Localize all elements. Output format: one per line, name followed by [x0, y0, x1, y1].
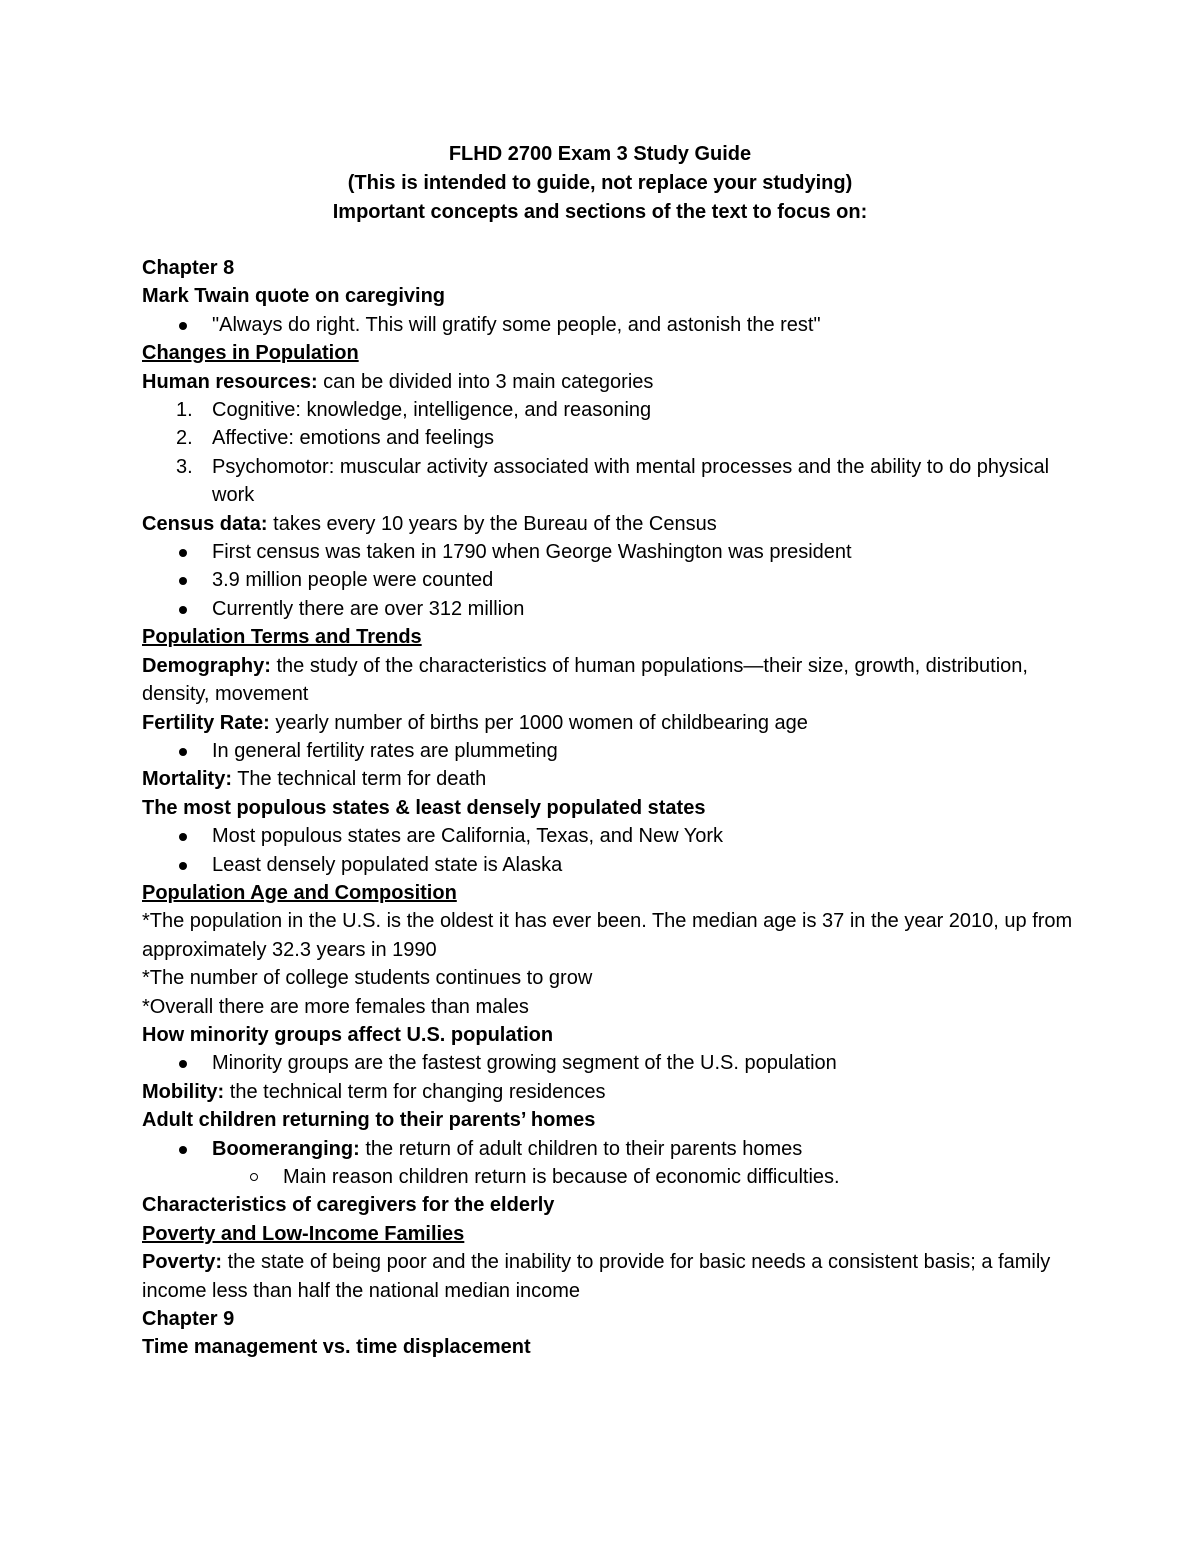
- list-item: [142, 453, 1082, 510]
- twain-heading: Mark Twain quote on caregiving: [142, 285, 446, 308]
- list-item-text: First census was taken in 1790 when George Washington was president: [212, 541, 852, 564]
- bullet-icon: [179, 322, 187, 330]
- mobility-definition: [142, 1078, 1082, 1106]
- list-item-text: Psychomotor: muscular activity associated with mental processes and the ability to do physical work: [212, 455, 1050, 507]
- list-item: [142, 851, 1082, 879]
- human-resources-list: [142, 396, 1082, 510]
- bullet-icon: [179, 748, 187, 756]
- list-item-text: Main reason children return is because of economic difficulties.: [283, 1166, 840, 1188]
- term: Poverty:: [142, 1251, 223, 1274]
- list-item-text: Currently there are over 312 million: [212, 597, 525, 620]
- definition: The technical term for death: [232, 768, 487, 791]
- list-number: 3.: [176, 455, 193, 478]
- document-subtitle: (This is intended to guide, not replace your studying): [347, 172, 853, 194]
- bullet-icon: [179, 606, 187, 614]
- term: Human resources:: [142, 370, 318, 393]
- minority-list: [142, 1049, 1082, 1077]
- human-resources-definition: [142, 368, 1082, 396]
- sub-list-item: [142, 1163, 1082, 1191]
- list-item: [142, 311, 1082, 339]
- time-management-heading: Time management vs. time displacement: [142, 1336, 531, 1359]
- twain-list: [142, 311, 1082, 339]
- terms-trends-heading: Population Terms and Trends: [142, 626, 422, 649]
- bullet-icon: [179, 1060, 187, 1068]
- list-item-text: 3.9 million people were counted: [212, 569, 494, 592]
- census-definition: [142, 510, 1082, 538]
- census-list: [142, 538, 1082, 623]
- definition: the return of adult children to their parents homes: [359, 1137, 803, 1160]
- list-item: [142, 595, 1082, 623]
- bullet-icon: [179, 577, 187, 585]
- definition: takes every 10 years by the Bureau of the Census: [267, 512, 717, 535]
- adult-children-heading: Adult children returning to their parents’ homes: [142, 1109, 596, 1132]
- definition: yearly number of births per 1000 women of childbearing age: [269, 711, 808, 734]
- term: Mobility:: [142, 1080, 225, 1103]
- mortality-definition: [142, 765, 1082, 793]
- list-item-text: Least densely populated state is Alaska: [212, 853, 563, 876]
- chapter-8-heading: Chapter 8: [142, 257, 235, 279]
- term: Fertility Rate:: [142, 711, 270, 734]
- list-item-text: "Always do right. This will gratify some people, and astonish the rest": [212, 313, 821, 336]
- populous-heading: The most populous states & least densely populated states: [142, 796, 706, 819]
- bullet-icon: [179, 833, 187, 841]
- list-item: [142, 1135, 1082, 1163]
- list-item-text: Most populous states are California, Texas, and New York: [212, 825, 724, 848]
- hollow-bullet-icon: [250, 1173, 258, 1181]
- list-item: [142, 538, 1082, 566]
- populous-list: [142, 822, 1082, 879]
- definition: can be divided into 3 main categories: [317, 370, 654, 393]
- age-note: *Overall there are more females than males: [142, 995, 529, 1018]
- list-item-text: Minority groups are the fastest growing segment of the U.S. population: [212, 1052, 837, 1075]
- poverty-heading: Poverty and Low-Income Families: [142, 1222, 465, 1245]
- definition: the technical term for changing residences: [224, 1080, 606, 1103]
- adult-children-list: [142, 1135, 1082, 1192]
- list-number: 1.: [176, 399, 193, 422]
- list-item: [142, 1049, 1082, 1077]
- document-intro: Important concepts and sections of the text to focus on:: [332, 201, 868, 223]
- list-item: [142, 737, 1082, 765]
- age-note: *The number of college students continues to grow: [142, 967, 593, 990]
- demography-definition: [142, 652, 1082, 709]
- age-composition-heading: Population Age and Composition: [142, 881, 457, 904]
- term: Demography:: [142, 654, 271, 677]
- title-block: [0, 140, 1200, 227]
- definition: the study of the characteristics of human populations—their size, growth, distribution, density, movement: [142, 654, 1028, 706]
- list-item: [142, 566, 1082, 594]
- term: Mortality:: [142, 768, 232, 791]
- document-title: FLHD 2700 Exam 3 Study Guide: [448, 143, 752, 165]
- bullet-icon: [179, 862, 187, 870]
- list-item-text: Cognitive: knowledge, intelligence, and reasoning: [212, 399, 652, 422]
- minority-heading: How minority groups affect U.S. population: [142, 1023, 554, 1046]
- document-body: [142, 254, 1082, 1362]
- fertility-list: [142, 737, 1082, 765]
- changes-population-heading: Changes in Population: [142, 342, 359, 365]
- bullet-icon: [179, 549, 187, 557]
- poverty-definition: [142, 1248, 1082, 1305]
- list-item: [142, 396, 1082, 424]
- bullet-icon: [179, 1146, 187, 1154]
- fertility-definition: [142, 709, 1082, 737]
- list-number: 2.: [176, 427, 193, 450]
- list-item-text: In general fertility rates are plummeting: [212, 739, 558, 762]
- list-item: [142, 822, 1082, 850]
- list-item: [142, 424, 1082, 452]
- term: Boomeranging:: [212, 1137, 360, 1160]
- age-note: *The population in the U.S. is the oldest it has ever been. The median age is 37 in the year 2010, up from approximately 32.3 years in 1990: [142, 910, 1073, 961]
- term: Census data:: [142, 512, 268, 535]
- list-item-text: Affective: emotions and feelings: [212, 427, 495, 450]
- caregivers-heading: Characteristics of caregivers for the elderly: [142, 1194, 555, 1217]
- definition: the state of being poor and the inability to provide for basic needs a consistent basis; a family income less than half the national median income: [142, 1251, 1051, 1302]
- chapter-9-heading: Chapter 9: [142, 1308, 235, 1331]
